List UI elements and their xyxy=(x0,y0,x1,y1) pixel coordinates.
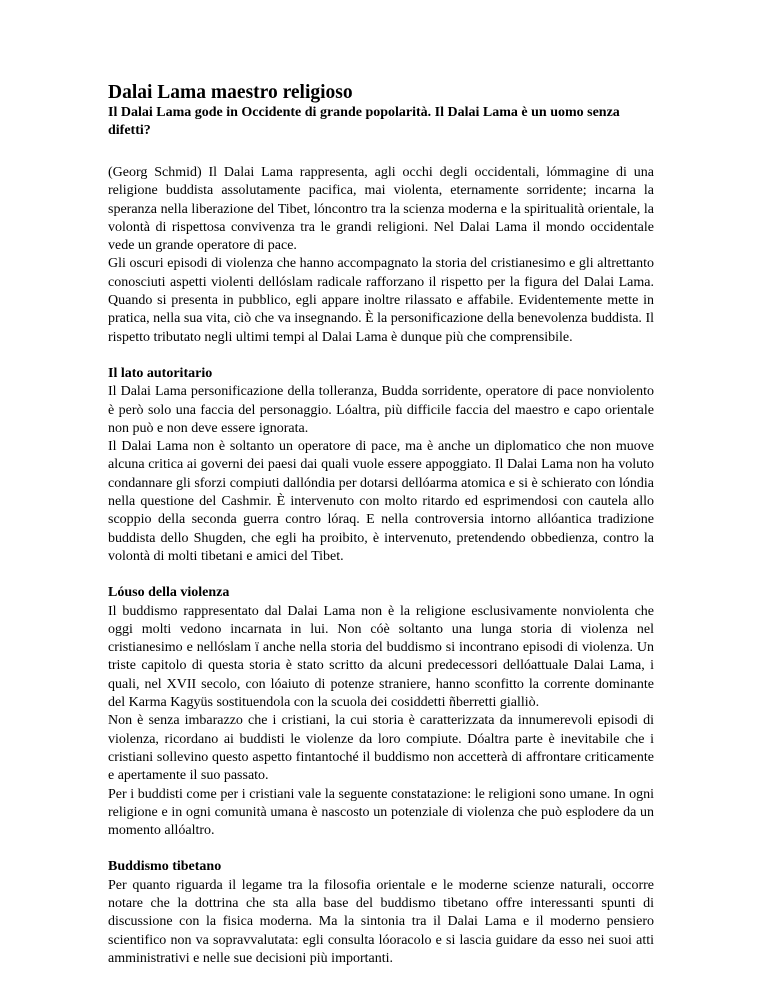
section-paragraph: Per i buddisti come per i cristiani vale la seguente constatazione: le religioni sono umane. In ogni religione e in ogni comunità umana è nascosto un potenziale di violenza che può esplodere da un momento allóaltro. xyxy=(108,786,654,839)
intro-paragraph: (Georg Schmid) Il Dalai Lama rappresenta, agli occhi degli occidentali, lómmagine di una religione buddista assolutamente pacifica, mai violenta, eternamente sorridente; incarna la speranza nella liberazione del Tibet, lóncontro tra la scienza moderna e la spiritualità orientale, la volontà di rispettosa convivenza tra le grandi religioni. Nel Dalai Lama il mondo occidentale vede un grande operatore di pace. xyxy=(108,165,654,254)
intro-paragraph: Gli oscuri episodi di violenza che hanno accompagnato la storia del cristianesimo e gli altrettanto conosciuti aspetti violenti dellóslam radicale rafforzano il rispetto per la figura del Dalai Lama. Quando si presenta in pubblico, egli appare inoltre rilassato e affabile. Evidentemente mette in pratica, nella sua vita, ciò che va insegnando. È la personificazione della benevolenza buddista. Il rispetto tributato negli ultimi tempi al Dalai Lama è dunque più che comprensibile. xyxy=(108,256,654,345)
section-heading: Lóuso della violenza xyxy=(108,585,230,601)
page-subtitle: Il Dalai Lama gode in Occidente di grande popolarità. Il Dalai Lama è un uomo senza difetti? xyxy=(108,105,620,138)
page-title: Dalai Lama maestro religioso xyxy=(108,82,353,103)
section-lato-autoritario xyxy=(108,365,654,566)
section-heading: Il lato autoritario xyxy=(108,365,213,381)
section-paragraph: Per quanto riguarda il legame tra la filosofia orientale e le moderne scienze naturali, occorre notare che la dottrina che sta alla base del buddismo tibetano offre interessanti spunti di discussione con la fisica moderna. Ma la sintonia tra il Dalai Lama e il moderno pensiero scientifico non va sopravvalutata: egli consulta lóoracolo e si lascia guidare da esso nei suoi atti amministrativi e nelle sue decisioni più importanti. xyxy=(108,877,654,966)
section-buddismo-tibetano xyxy=(108,858,654,968)
section-paragraph: Il Dalai Lama personificazione della tolleranza, Budda sorridente, operatore di pace nonviolento è però solo una faccia del personaggio. Lóaltra, più difficile faccia del maestro e capo orientale non può e non deve essere ignorata. xyxy=(108,384,654,436)
intro xyxy=(108,164,654,347)
section-uso-della-violenza xyxy=(108,584,654,840)
section-paragraph: Il buddismo rappresentato dal Dalai Lama non è la religione esclusivamente nonviolenta che oggi molti vedono incarnata in lui. Non cóè soltanto una lunga storia di violenza nel cristianesimo e nellóslam ï anche nella storia del buddismo si incontrano episodi di violenza. Un triste capitolo di questa storia è stato scritto da alcuni predecessori dellóattuale Dalai Lama, i quali, nel XVII secolo, con lóaiuto di potenze straniere, hanno sconfitto la corrente dominante del Karma Kagyüs sostituendola con la scuola dei cosiddetti ñberretti gialliò. xyxy=(108,603,654,711)
section-heading: Buddismo tibetano xyxy=(108,859,222,875)
section-paragraph: Il Dalai Lama non è soltanto un operatore di pace, ma è anche un diplomatico che non muove alcuna critica ai governi dei paesi dai quali vuole essere appoggiato. Il Dalai Lama non ha voluto condannare gli sforzi compiuti dallóndia per dotarsi dellóarma atomica e si è schierato con lóndia nella questione del Cashmir. È intervenuto con molto ritardo ed esprimendosi con cautela allo scoppio della seconda guerra contro lóraq. E nella controversia intorno allóantica tradizione buddista dello Shugden, che egli ha proibito, è intervenuto, pretendendo obbedienza, contro la volontà di molti tibetani e amici del Tibet. xyxy=(108,439,654,564)
section-paragraph: Non è senza imbarazzo che i cristiani, la cui storia è caratterizzata da innumerevoli episodi di violenza, ricordano ai buddisti le violenze da loro compiute. Dóaltra parte è inevitabile che i cristiani sollevino questo aspetto fintantoché il buddismo non accetterà di affrontare criticamente e apertamente il suo passato. xyxy=(108,713,654,784)
document-page xyxy=(108,82,654,968)
